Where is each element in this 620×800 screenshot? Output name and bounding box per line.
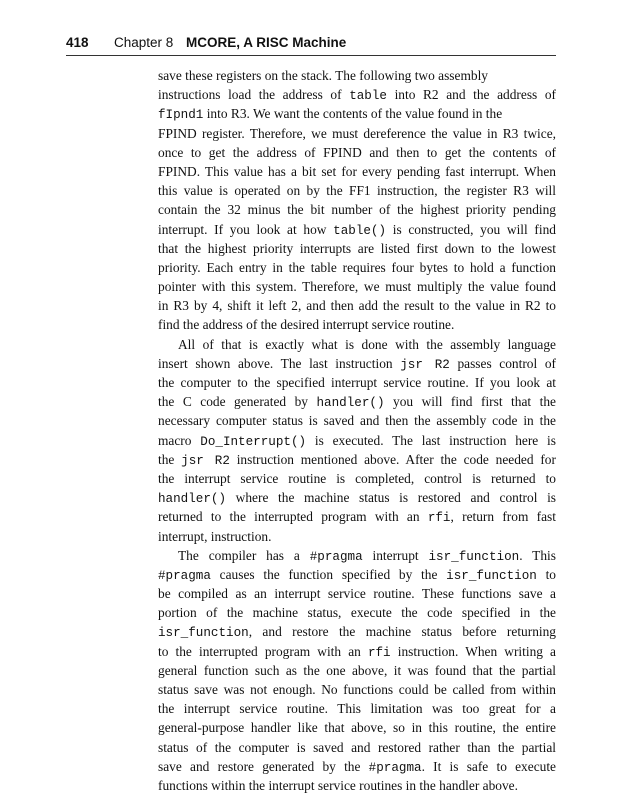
text-line — [158, 546, 556, 565]
text-line — [158, 661, 556, 680]
text-line — [158, 642, 556, 661]
code-span: fIpnd1 — [158, 108, 204, 123]
text-line — [158, 584, 556, 603]
code-span: handler() — [158, 492, 227, 507]
text-line — [158, 181, 556, 200]
text-line — [158, 507, 556, 526]
text-span: the computer to the specified interrupt service routine. If you look at — [158, 375, 556, 390]
text-line — [158, 411, 556, 430]
text-span: The compiler has a — [178, 547, 310, 563]
text-span: insert shown above. The last instruction — [158, 355, 401, 371]
text-span: macro — [158, 432, 201, 448]
text-line — [158, 200, 556, 219]
text-line — [158, 277, 556, 296]
text-line — [158, 527, 556, 546]
text-line — [158, 143, 556, 162]
text-line — [158, 565, 556, 584]
text-span: . It is safe to execute — [421, 758, 556, 774]
text-span: interrupt, instruction. — [158, 528, 272, 544]
text-span: interrupt. If you look at how — [158, 221, 334, 237]
text-span: save and restore generated by the — [158, 758, 369, 774]
text-line — [158, 66, 556, 85]
text-span: pointer with this system. Therefore, we must multiply the value found — [158, 279, 556, 295]
code-span: rfi — [367, 645, 391, 660]
text-line — [158, 296, 556, 315]
text-span: instruction. When writing a — [390, 643, 557, 659]
text-span: where the machine status is restored and control is — [226, 490, 556, 506]
text-span: FPIND. This value has a bit set for every pending fast interrupt. When — [158, 163, 556, 179]
running-header — [66, 32, 556, 54]
text-line — [158, 220, 556, 239]
code-span: #pragma — [309, 549, 363, 564]
text-line — [158, 603, 556, 622]
text-span: find the address of the desired interrupt service routine. — [158, 317, 455, 333]
text-span: in R3 by 4, shift it left 2, and then add the result to the value in R2 to — [158, 298, 556, 314]
text-span: returned to the interrupted program with an — [158, 509, 428, 525]
text-span: causes the function specified by the — [210, 566, 447, 582]
text-line — [158, 680, 556, 699]
text-line — [158, 335, 556, 354]
text-span: to the interrupted program with an — [158, 643, 368, 659]
text-line — [158, 450, 556, 469]
chapter-label: Chapter 8 — [114, 35, 174, 50]
code-span: handler() — [316, 396, 385, 411]
text-line — [158, 431, 556, 450]
code-span: isr_function — [446, 568, 537, 583]
text-span: necessary computer status is saved and then the assembly code in the — [158, 413, 556, 429]
text-span: portion of the machine status, execute the code specified in the — [158, 605, 556, 621]
text-span: contain the 32 minus the bit number of the highest priority pending — [158, 202, 556, 218]
code-span: isr_function — [158, 626, 249, 641]
body-text — [158, 66, 556, 795]
code-span: jsr R2 — [400, 357, 450, 372]
text-span: general-purpose handler like that above, so in this routine, the entire — [158, 720, 556, 736]
text-span: is constructed, you will find — [386, 221, 556, 237]
text-line — [158, 373, 556, 392]
text-span: the interrupt service routine. This limitation was too great for a — [158, 701, 556, 717]
text-span: to — [536, 566, 557, 582]
text-span: priority. Each entry in the table requires four bytes to hold a function — [158, 259, 556, 275]
text-span: is executed. The last instruction here is — [306, 432, 556, 448]
code-span: Do_Interrupt() — [200, 434, 307, 449]
text-line — [158, 776, 556, 795]
text-span: this value is operated on by the FF1 instruction, the register R3 will — [158, 183, 556, 199]
text-span: functions within the interrupt service routines in the handler above. — [158, 777, 518, 793]
text-span: FPIND register. Therefore, we must dereference the value in R3 twice, — [158, 125, 556, 141]
code-span: rfi — [427, 511, 451, 526]
text-line — [158, 757, 556, 776]
text-span: be compiled as an interrupt service routine. These functions save a — [158, 586, 556, 602]
text-span: into R3. We want the contents of the value found in the — [203, 106, 503, 122]
text-span: instructions load the address of — [158, 87, 350, 103]
text-span: status of the computer is saved and restored rather than the partial — [158, 739, 556, 755]
header-rule — [66, 55, 556, 56]
text-span: the C code generated by — [158, 394, 317, 410]
text-line — [158, 392, 556, 411]
text-span: passes control of — [449, 355, 556, 371]
text-span: interrupt — [362, 547, 429, 563]
code-span: table() — [333, 223, 387, 238]
text-span: the interrupt service routine is completed, control is returned to — [158, 470, 556, 486]
text-line — [158, 738, 556, 757]
code-span: #pragma — [158, 568, 211, 583]
text-line — [158, 162, 556, 181]
text-span: that the highest priority interrupts are listed first down to the lowest — [158, 240, 556, 256]
text-line — [158, 699, 556, 718]
text-line — [158, 622, 556, 641]
text-span: you will find first that the — [384, 394, 556, 410]
text-line — [158, 239, 556, 258]
code-span: jsr R2 — [181, 453, 230, 468]
text-span: the — [158, 451, 182, 467]
code-span: isr_function — [428, 549, 520, 564]
text-line — [158, 315, 556, 334]
text-span: . This — [519, 547, 556, 563]
text-line — [158, 258, 556, 277]
chapter-title: MCORE, A RISC Machine — [186, 35, 347, 50]
text-span: once to get the address of FPIND and then to get the contents of — [158, 144, 556, 160]
text-line — [158, 469, 556, 488]
text-span: into R2 and the address of — [386, 87, 557, 103]
page-number: 418 — [66, 35, 89, 50]
text-span: instruction mentioned above. After the code needed for — [229, 451, 556, 467]
text-span: , return from fast — [450, 509, 556, 525]
text-span: save these registers on the stack. The following two assembly — [158, 68, 488, 83]
text-line — [158, 488, 556, 507]
text-line — [158, 354, 556, 373]
text-span: general function such as the one above, it was found that the partial — [158, 662, 556, 678]
text-line — [158, 104, 556, 123]
code-span: #pragma — [368, 760, 422, 775]
text-line — [158, 718, 556, 737]
text-span: status save was not enough. No functions could be called from within — [158, 682, 556, 697]
code-span: table — [349, 89, 387, 104]
text-span: All of that is exactly what is done with the assembly language — [178, 336, 556, 352]
text-line — [158, 124, 556, 143]
text-span: , and restore the machine status before returning — [248, 624, 556, 640]
text-line — [158, 85, 556, 104]
